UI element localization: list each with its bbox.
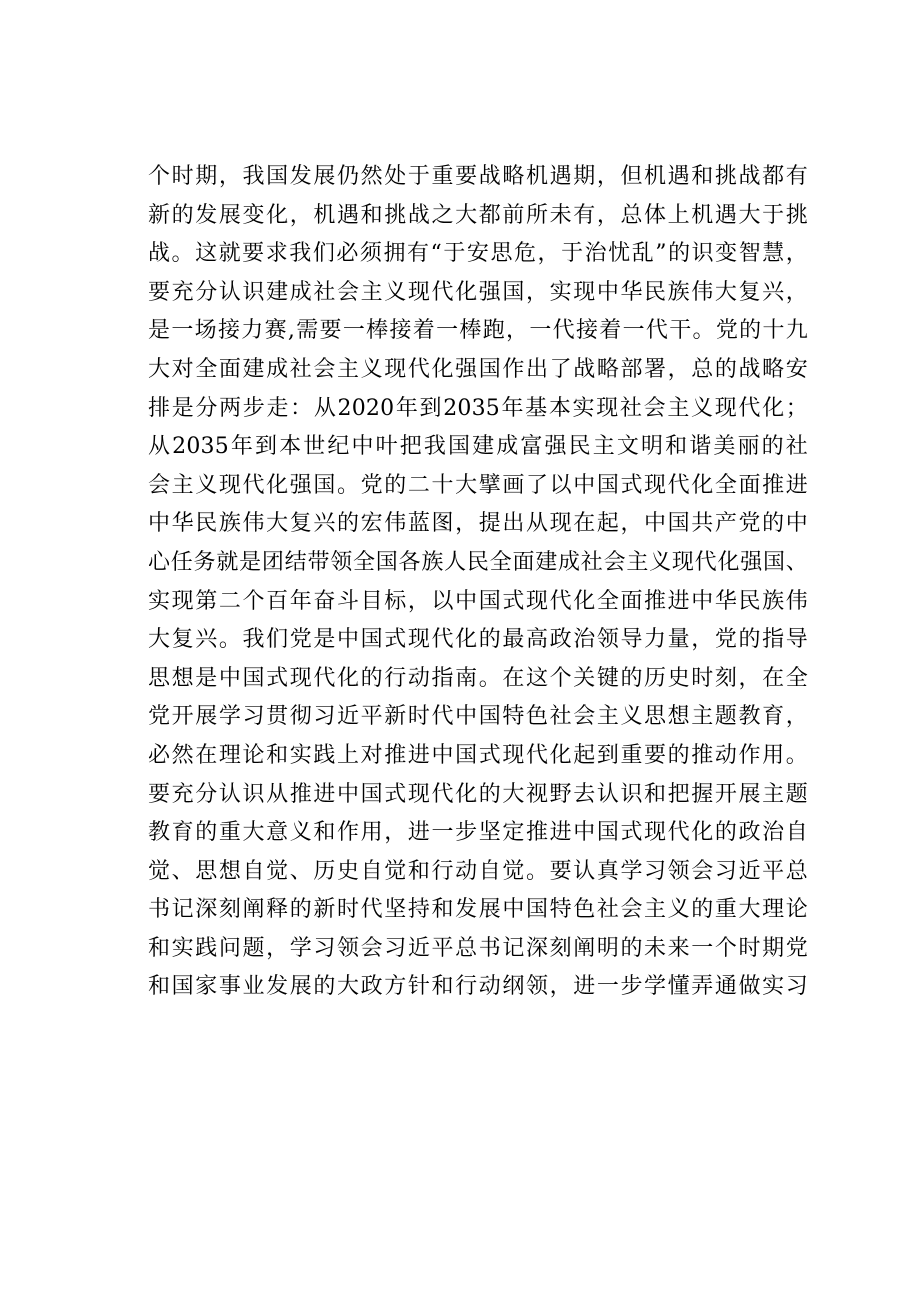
text-line: 中华民族伟大复兴的宏伟蓝图，提出从现在起，中国共产党的中	[148, 511, 808, 537]
text-line: 会主义现代化强国。党的二十大擘画了以中国式现代化全面推进	[148, 472, 808, 498]
text-line: 大复兴。我们党是中国式现代化的最高政治领导力量，党的指导	[148, 627, 808, 653]
text-line: 是一场接力赛,需要一棒接着一棒跑，一代接着一代干。党的十九	[148, 318, 808, 344]
text-line: 教育的重大意义和作用，进一步坚定推进中国式现代化的政治自	[148, 820, 808, 846]
text-line: 战。这就要求我们必须拥有“于安思危，于治忧乱”的识变智慧，	[148, 241, 808, 267]
text-line: 要充分认识从推进中国式现代化的大视野去认识和把握开展主题	[148, 781, 808, 807]
text-line: 和国家事业发展的大政方针和行动纲领，进一步学懂弄通做实习	[148, 974, 808, 1000]
text-line: 排是分两步走：从2020年到2035年基本实现社会主义现代化；	[148, 395, 808, 421]
text-line: 要充分认识建成社会主义现代化强国，实现中华民族伟大复兴，	[148, 279, 808, 305]
text-line: 必然在理论和实践上对推进中国式现代化起到重要的推动作用。	[148, 742, 808, 768]
text-line: 党开展学习贯彻习近平新时代中国特色社会主义思想主题教育，	[148, 704, 808, 730]
text-line: 大对全面建成社会主义现代化强国作出了战略部署，总的战略安	[148, 356, 808, 382]
text-line: 从2035年到本世纪中叶把我国建成富强民主文明和谐美丽的社	[148, 434, 808, 460]
text-line: 书记深刻阐释的新时代坚持和发展中国特色社会主义的重大理论	[148, 897, 808, 923]
body-text	[148, 158, 808, 1007]
text-line: 思想是中国式现代化的行动指南。在这个关键的历史时刻，在全	[148, 665, 808, 691]
text-line: 个时期，我国发展仍然处于重要战略机遇期，但机遇和挑战都有	[148, 164, 808, 189]
text-line: 和实践问题，学习领会习近平总书记深刻阐明的未来一个时期党	[148, 935, 808, 961]
text-line: 心任务就是团结带领全国各族人民全面建成社会主义现代化强国、	[148, 549, 808, 575]
text-line: 新的发展变化，机遇和挑战之大都前所未有，总体上机遇大于挑	[148, 202, 808, 228]
text-line: 觉、思想自觉、历史自觉和行动自觉。要认真学习领会习近平总	[148, 858, 808, 884]
text-line: 实现第二个百年奋斗目标，以中国式现代化全面推进中华民族伟	[148, 588, 808, 614]
